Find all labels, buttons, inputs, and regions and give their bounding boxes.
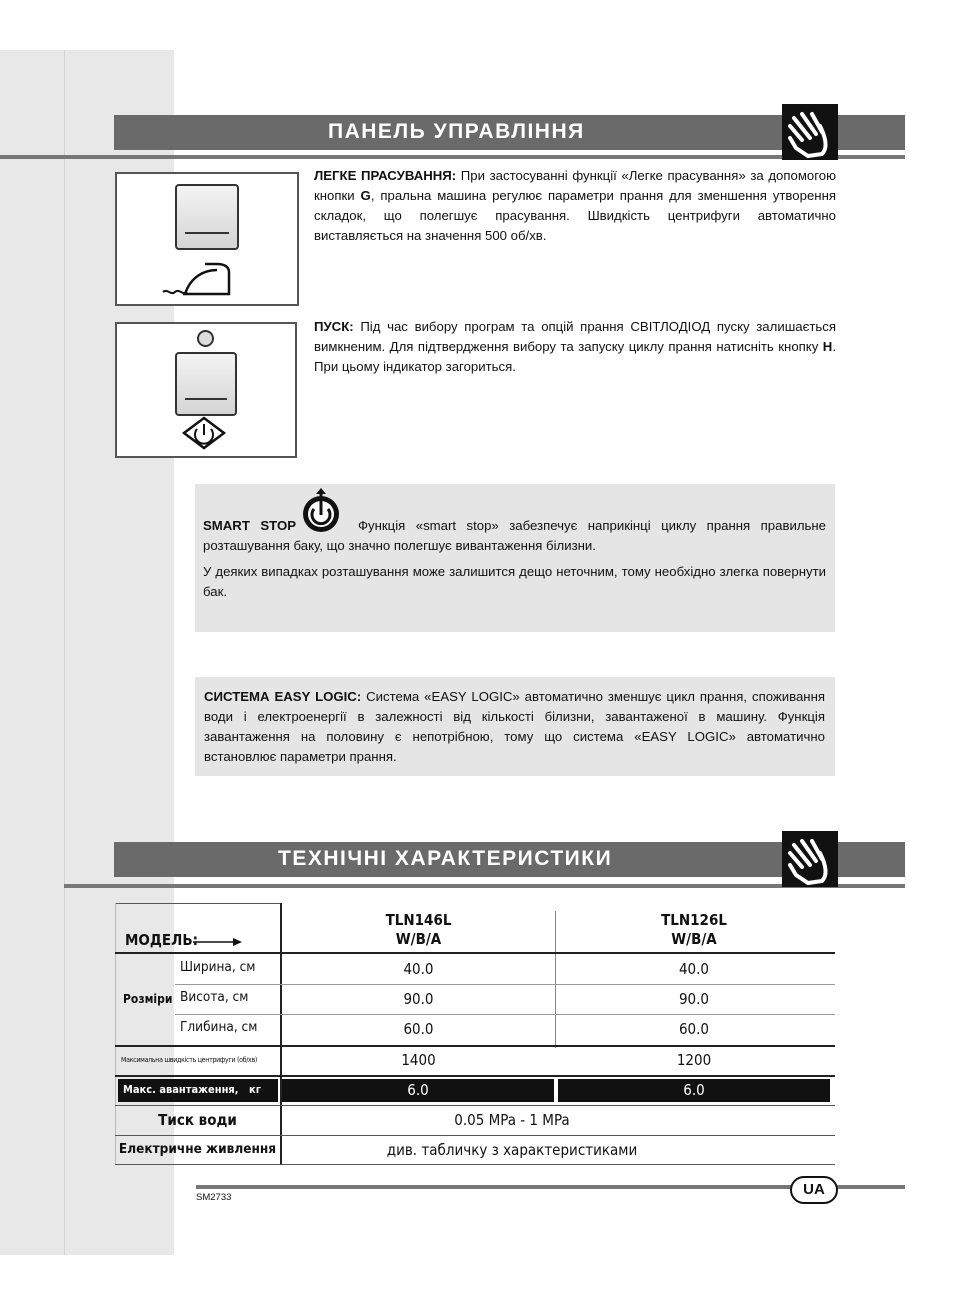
load-value-1: 6.0 — [407, 1081, 429, 1099]
load-label-cell — [118, 1079, 278, 1102]
start-led-indicator — [197, 330, 214, 347]
iron-icon — [161, 262, 233, 298]
depth-value-2: 60.0 — [678, 1020, 710, 1038]
load-label: Макс. авантаження, — [123, 1083, 239, 1096]
power-label: Електричне живлення — [118, 1141, 277, 1157]
depth-value-1: 60.0 — [403, 1020, 434, 1038]
hand-icon — [782, 104, 838, 160]
load-value-1-cell — [282, 1079, 554, 1102]
smart-stop-text-1: SMART STOP Функція «smart stop» забезпечує наприкінці циклу прання правильне розташування баку, що значно полегшує вивантаження білизни. — [203, 518, 826, 553]
document-code: SM2733 — [196, 1192, 232, 1203]
width-label: Ширина, см — [180, 959, 256, 975]
load-value-2-cell — [558, 1079, 830, 1102]
spec-table — [115, 903, 835, 1165]
power-diamond-icon — [181, 416, 227, 450]
pressure-label: Тиск води — [158, 1111, 237, 1129]
easy-iron-label: ЛЕГКЕ ПРАСУВАННЯ: — [314, 168, 457, 183]
dimensions-label: Розміри — [123, 992, 173, 1006]
height-value-2: 90.0 — [678, 990, 710, 1008]
start-button[interactable] — [175, 352, 237, 416]
model-label: МОДЕЛЬ: — [125, 931, 199, 949]
specs-title: ТЕХНІЧНІ ХАРАКТЕРИСТИКИ — [278, 847, 613, 870]
easy-logic-label: СИСТЕМА EASY LOGIC: — [204, 689, 362, 704]
spin-value-2: 1200 — [676, 1051, 712, 1069]
easy-iron-button[interactable] — [175, 184, 239, 250]
easy-iron-button-panel — [115, 172, 299, 306]
spin-value-1: 1400 — [401, 1051, 436, 1069]
language-badge: UA — [790, 1176, 838, 1204]
specs-rule — [64, 884, 905, 888]
page-title: ПАНЕЛЬ УПРАВЛІННЯ — [328, 120, 585, 143]
easy-iron-description: ЛЕГКЕ ПРАСУВАННЯ: При застосуванні функції «Легке прасування» за допомогою кнопки G, пральна машина регулює параметри прання для зменшення утворення складок, що полегшує прасування. Швидкість центрифуги автоматично виставляється на значення 500 об/хв. — [314, 168, 836, 243]
width-value-1: 40.0 — [403, 960, 434, 978]
start-button-panel — [115, 322, 297, 458]
smart-stop-box — [195, 484, 835, 632]
smart-stop-text-2: У деяких випадках розташування може залишится дещо неточним, тому необхідно злегка повернути бак. — [203, 564, 826, 599]
easy-logic-text: СИСТЕМА EASY LOGIC: Система «EASY LOGIC» автоматично зменшує цикл прання, споживання води і електроенергії в залежності від кількості білизни, завантаженої в машину. Функція завантаження на половину є непотрібною, тому що система «EASY LOGIC» автоматично встановлює параметри прання. — [204, 689, 825, 764]
height-value-1: 90.0 — [403, 990, 434, 1008]
load-value-2: 6.0 — [683, 1081, 705, 1099]
spin-label: Максимальна швидкість центрифуги (об/хв) — [121, 1056, 258, 1064]
margin-divider — [64, 50, 65, 1255]
pressure-value: 0.05 MPa - 1 MPa — [454, 1111, 570, 1129]
easy-logic-box — [195, 677, 835, 776]
start-description: ПУСК: Під час вибору програм та опцій прання СВІТЛОДІОД пуску залишається вимкненим. Для підтвердження вибору та запуску циклу прання натисніть кнопку H. При цьому індикатор загориться. — [314, 319, 836, 374]
model-2-header: TLN126L W/B/A — [661, 911, 727, 948]
page-number: 37 — [836, 2, 864, 30]
load-unit: кг — [249, 1083, 261, 1096]
header-rule — [0, 155, 905, 159]
start-label: ПУСК: — [314, 319, 354, 334]
height-label: Висота, см — [180, 989, 249, 1005]
smart-stop-label: SMART STOP — [203, 518, 296, 533]
model-1-header: TLN146L W/B/A — [385, 911, 452, 948]
hand-icon — [782, 831, 838, 887]
arrow-right-icon — [193, 937, 243, 947]
width-value-2: 40.0 — [678, 960, 710, 978]
depth-label: Глибина, см — [180, 1019, 258, 1035]
power-value: див. табличку з характеристиками — [386, 1141, 638, 1159]
